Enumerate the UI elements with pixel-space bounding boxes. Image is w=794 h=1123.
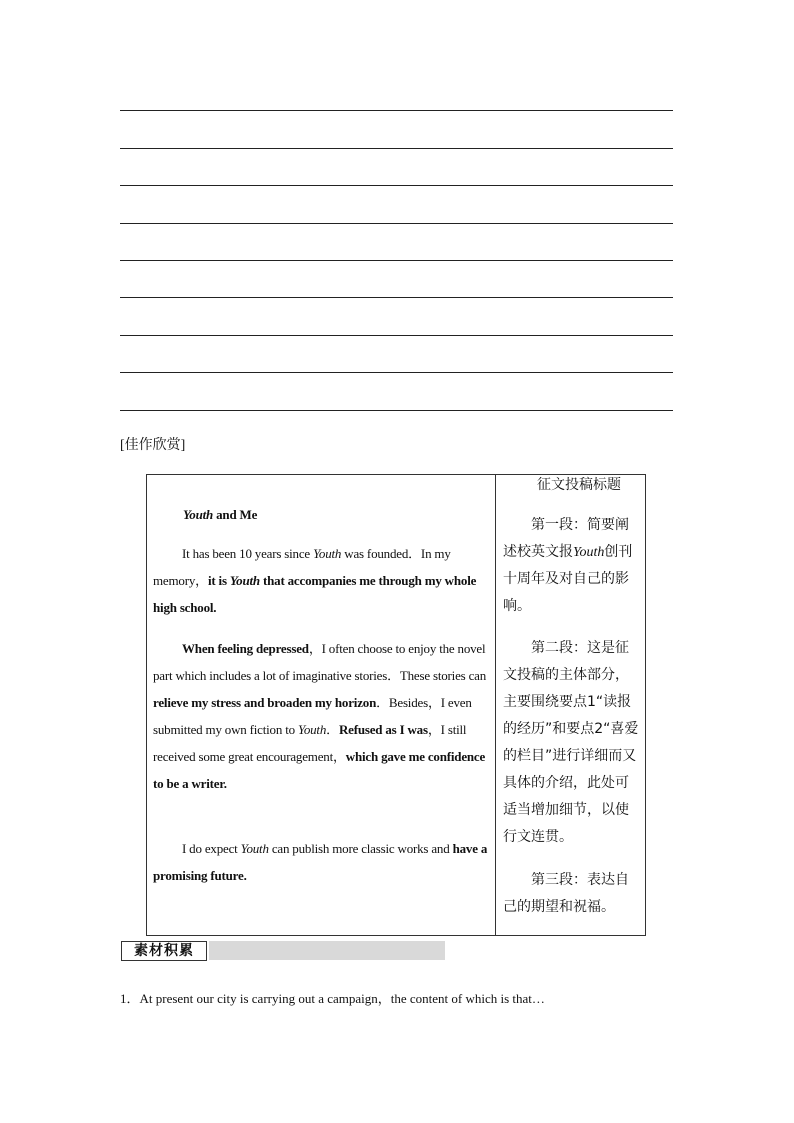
note-title: 征文投稿标题 [537, 477, 621, 493]
material-bar [209, 941, 445, 960]
column-divider [495, 475, 496, 935]
note-paragraph-3: 第三段：表达自己的期望和祝福。 [503, 872, 629, 915]
essay-paragraph-2: When feeling depressed，I often choose to enjoy the novel part which includes a lot of imaginative stories．These stories can relieve my stress and broaden my horizon．Besides，I even submitted my own fiction to Youth．Refused as I was，I still received some great encouragement，which gave me confidence to be a writer. [153, 641, 487, 791]
note-paragraph-2: 第二段：这是征文投稿的主体部分，主要围绕要点1“读报的经历”和要点2“喜爱的栏目”进行详细而又具体的介绍，此处可适当增加细节，以使行文连贯。 [503, 640, 639, 845]
section-label: [佳作欣赏] [120, 438, 186, 453]
writing-line [120, 260, 673, 261]
writing-line [120, 335, 673, 336]
writing-line [120, 410, 673, 411]
writing-line [120, 297, 673, 298]
material-tag: 素材积累 [121, 941, 207, 961]
note-paragraph-1: 第一段：简要阐述校英文报Youth创刊十周年及对自己的影响。 [503, 517, 633, 614]
essay-paragraph-1: It has been 10 years since Youth was founded．In my memory，it is Youth that accompanies me through my whole high school. [153, 546, 477, 615]
writing-line [120, 110, 673, 111]
essay-paragraph-3: I do expect Youth can publish more classic works and have a promising future. [153, 841, 488, 883]
writing-line [120, 185, 673, 186]
writing-line [120, 223, 673, 224]
essay-table [146, 474, 646, 936]
writing-line [120, 372, 673, 373]
list-item: 1．At present our city is carrying out a campaign，the content of which is that… [120, 991, 545, 1006]
essay-title: Youth and Me [183, 507, 258, 522]
writing-line [120, 148, 673, 149]
